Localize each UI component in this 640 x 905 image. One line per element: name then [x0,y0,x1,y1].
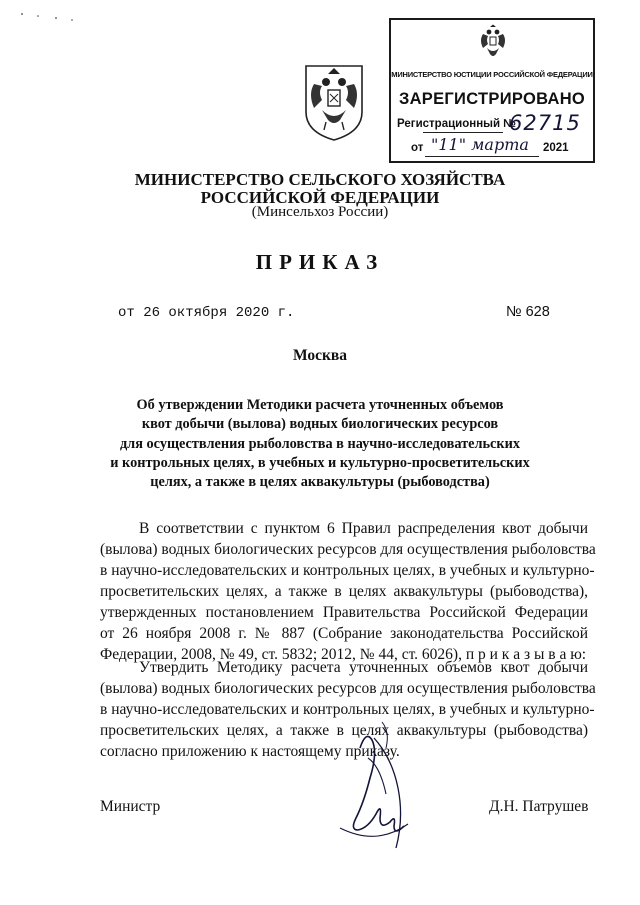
subject-line: квот добычи (вылова) водных биологических ресурсов [141,416,499,433]
stamp-date-label: от [411,142,424,154]
paragraph-line: утвержденных постановлением Правительства Российской Федерации [100,604,588,621]
ministry-short-name: (Минсельхоз России) [251,204,389,220]
state-emblem-icon [300,60,368,142]
stamp-year: 2021 [543,142,569,154]
paragraph-line: В соответствии с пунктом 6 Правил распределения квот добычи [139,520,588,537]
order-city: Москва [292,347,348,364]
paragraph-line: в научно-исследовательских и контрольных целях, в учебных и культурно- [100,701,595,718]
paragraph-line: Утвердить Методику расчета уточненных объемов квот добычи [139,659,588,676]
signatory-name: Д.Н. Патрушев [489,798,589,815]
preamble-paragraph [100,518,596,665]
subject-line: целях, а также в целях аквакультуры (рыбоводства) [150,474,490,491]
order-subject [0,396,640,492]
stamp-underline [423,132,503,133]
paragraph-line: (вылова) водных биологических ресурсов для осуществления рыболовства [100,541,596,558]
subject-line: и контрольных целях, в учебных и культурно-просветительских [110,454,530,471]
stamp-emblem-icon [477,24,509,60]
stamp-reg-label: Регистрационный № [397,118,517,130]
stamp-reg-number: 62715 [509,111,581,135]
signatory-title: Министр [100,798,161,815]
stamp-date-value: "11" марта [431,135,529,154]
scan-artifact-dots [18,4,78,24]
registration-stamp [389,18,595,163]
order-number: № 628 [506,304,550,320]
stamp-underline [425,156,539,157]
paragraph-line: согласно приложению к настоящему приказу. [100,743,400,760]
paragraph-line: Федерации, 2008, № 49, ст. 5832; 2012, № 44, ст. 6026), п р и к а з ы в а ю: [100,646,587,663]
paragraph-line: в научно-исследовательских и контрольных целях, в учебных и культурно- [100,562,595,579]
paragraph-line: от 26 ноября 2008 г. № 887 (Собрание законодательства Российской [100,625,588,642]
document-type-title: ПРИКАЗ [255,250,385,274]
ministry-name-line2: РОССИЙСКОЙ ФЕДЕРАЦИИ [200,188,440,207]
handwritten-signature [320,718,430,858]
paragraph-line: просветительских целях, а также в целях аквакультуры (рыбоводства), [100,583,588,600]
order-date: от 26 октября 2020 г. [118,305,295,321]
stamp-status: ЗАРЕГИСТРИРОВАНО [398,90,586,108]
ministry-name-line1: МИНИСТЕРСТВО СЕЛЬСКОГО ХОЗЯЙСТВА [134,170,506,189]
subject-line: для осуществления рыболовства в научно-исследовательских [119,435,521,452]
paragraph-line: просветительских целях, а также в целях аквакультуры (рыбоводства) [100,722,588,739]
subject-line: Об утверждении Методики расчета уточненных объемов [136,397,504,413]
paragraph-line: (вылова) водных биологических ресурсов для осуществления рыболовства [100,680,596,697]
stamp-ministry-label: МИНИСТЕРСТВО ЮСТИЦИИ РОССИЙСКОЙ ФЕДЕРАЦИИ [391,70,593,79]
